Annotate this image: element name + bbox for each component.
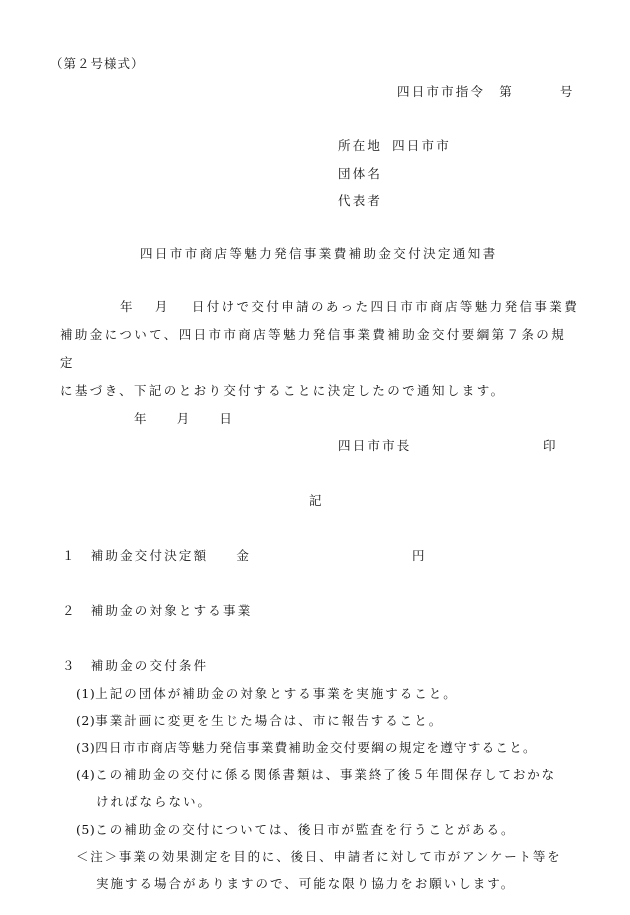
- item-2: ２ 補助金の対象とする事業: [62, 603, 253, 618]
- recipient-rep-label: 代表者: [338, 193, 383, 208]
- seal-mark: 印: [543, 438, 558, 453]
- document-number: [397, 84, 575, 100]
- body-line-1: 年 月 日付けで交付申請のあった四日市市商店等魅力発信事業費: [120, 299, 580, 314]
- address-label: 所在地: [338, 138, 383, 153]
- condition-4: (4)この補助金の交付に係る関係書類は、事業終了後５年間保存しておかな: [76, 767, 557, 782]
- item-1-yen: 円: [412, 548, 427, 563]
- note-line-1: ＜注＞事業の効果測定を目的に、後日、申請者に対して市がアンケート等を: [76, 849, 562, 864]
- body-line-2: 補助金について、四日市市商店等魅力発信事業費補助金交付要綱第７条の規定: [60, 327, 567, 370]
- item-3: ３ 補助金の交付条件: [62, 658, 209, 673]
- number-go: 号: [559, 84, 575, 99]
- body-line-3: に基づき、下記のとおり交付することに決定したので通知します。: [60, 383, 506, 398]
- document-title: 四日市市商店等魅力発信事業費補助金交付決定通知書: [140, 246, 498, 261]
- body-paragraph: [60, 293, 580, 405]
- issue-date: 年 月 日: [134, 411, 235, 426]
- ki-heading: 記: [309, 493, 324, 508]
- condition-1: (1)上記の団体が補助金の対象とする事業を実施すること。: [76, 686, 458, 701]
- condition-4-continued: ければならない。: [96, 794, 213, 809]
- recipient-address: [338, 138, 451, 154]
- form-label: （第２号様式）: [50, 56, 145, 71]
- item-1: １ 補助金交付決定額 金: [62, 548, 252, 563]
- number-prefix: 四日市市指令: [397, 84, 486, 99]
- condition-3: (3)四日市市商店等魅力発信事業費補助金交付要綱の規定を遵守すること。: [76, 740, 537, 755]
- issuer-name: 四日市市長: [338, 438, 412, 453]
- recipient-org-label: 団体名: [338, 166, 383, 181]
- condition-5: (5)この補助金の交付については、後日市が監査を行うことがある。: [76, 822, 516, 837]
- address-value: 四日市市: [392, 138, 451, 153]
- number-dai: 第: [499, 84, 514, 99]
- note-line-2: 実施する場合がありますので、可能な限り協力をお願いします。: [96, 876, 516, 891]
- condition-2: (2)事業計画に変更を生じた場合は、市に報告すること。: [76, 713, 444, 728]
